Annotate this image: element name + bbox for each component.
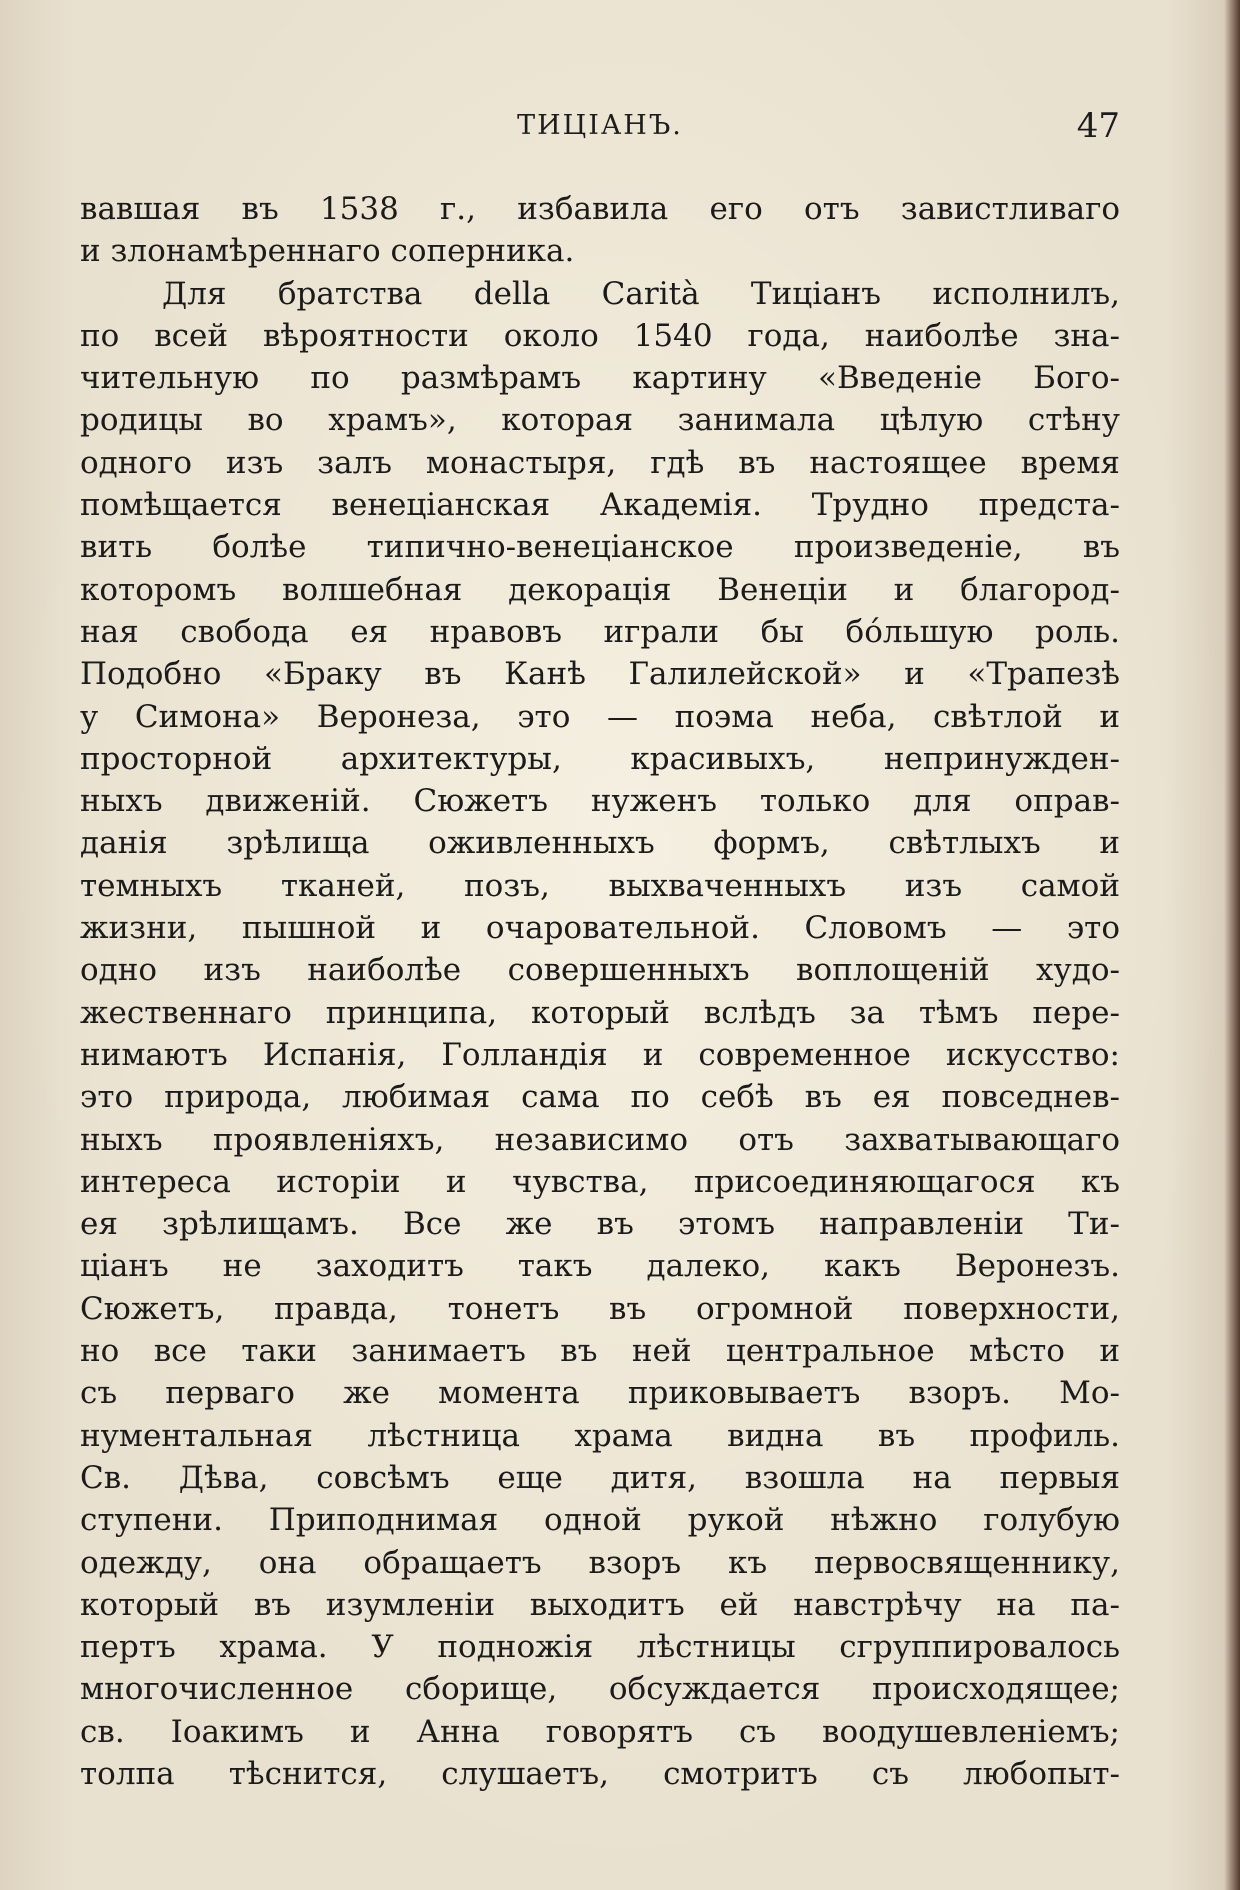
page-number: 47 <box>1076 106 1120 146</box>
text-line: нимаютъ Испанія, Голландія и современное искусство: <box>80 1036 1120 1073</box>
text-line: у Симона» Веронеза, это — поэма неба, свѣтлой и <box>80 698 1120 735</box>
text-line: одно изъ наиболѣе совершенныхъ воплощеній худо- <box>80 952 1120 989</box>
text-line: вить болѣе типично-венеціанское произведеніе, въ <box>80 529 1120 566</box>
text-line: одного изъ залъ монастыря, гдѣ въ настоящее время <box>80 444 1120 481</box>
text-line: св. Іоакимъ и Анна говорятъ съ воодушевленіемъ; <box>80 1713 1120 1750</box>
page-edge-shadow <box>1224 0 1240 1890</box>
text-line: ступени. Приподнимая одной рукой нѣжно голубую <box>80 1502 1120 1539</box>
text-line: многочисленное сборище, обсуждается происходящее; <box>80 1671 1120 1708</box>
text-line: это природа, любимая сама по себѣ въ ея повседнев- <box>80 1079 1120 1116</box>
text-line: помѣщается венеціанская Академія. Трудно предста- <box>80 487 1120 524</box>
text-line: ная свобода ея нравовъ играли бы бо́льшую роль. <box>80 613 1120 650</box>
text-line: интереса исторіи и чувства, присоединяющагося къ <box>80 1163 1120 1200</box>
text-line: данія зрѣлища оживленныхъ формъ, свѣтлыхъ и <box>80 825 1120 862</box>
body-text <box>80 188 1120 1795</box>
text-line: нументальная лѣстница храма видна въ профиль. <box>80 1417 1120 1454</box>
text-line: по всей вѣроятности около 1540 года, наиболѣе зна- <box>80 317 1120 354</box>
text-line: родицы во храмъ», которая занимала цѣлую стѣну <box>80 402 1120 439</box>
text-line: жизни, пышной и очаровательной. Словомъ — это <box>80 910 1120 947</box>
text-line: Св. Дѣва, совсѣмъ еще дитя, взошла на первыя <box>80 1459 1120 1496</box>
text-line: темныхъ тканей, позъ, выхваченныхъ изъ самой <box>80 867 1120 904</box>
text-line: одежду, она обращаетъ взоръ къ первосвященнику, <box>80 1544 1120 1581</box>
text-line: которомъ волшебная декорація Венеціи и благород- <box>80 571 1120 608</box>
text-line: пертъ храма. У подножія лѣстницы сгруппировалось <box>80 1629 1120 1666</box>
running-title: ТИЦІАНЪ. <box>517 110 683 141</box>
text-line: чительную по размѣрамъ картину «Введеніе Бого- <box>80 360 1120 397</box>
text-line: Для братства della Carità Тиціанъ исполнилъ, <box>162 275 1120 312</box>
text-line: но все таки занимаетъ въ ней центральное мѣсто и <box>80 1333 1120 1370</box>
text-line: ныхъ движеній. Сюжетъ нуженъ только для оправ- <box>80 783 1120 820</box>
page-header <box>80 104 1120 148</box>
text-line: ныхъ проявленіяхъ, независимо отъ захватывающаго <box>80 1121 1120 1158</box>
text-line: который въ изумленіи выходитъ ей навстрѣчу на па- <box>80 1586 1120 1623</box>
text-line: Подобно «Браку въ Канѣ Галилейской» и «Трапезѣ <box>80 656 1120 693</box>
text-line: просторной архитектуры, красивыхъ, непринужден- <box>80 740 1120 777</box>
text-line: ея зрѣлищамъ. Все же въ этомъ направленіи Ти- <box>80 1206 1120 1243</box>
text-line: и злонамѣреннаго соперника. <box>80 233 575 270</box>
text-line: ціанъ не заходитъ такъ далеко, какъ Веронезъ. <box>80 1248 1120 1285</box>
text-line: Сюжетъ, правда, тонетъ въ огромной поверхности, <box>80 1290 1120 1327</box>
text-line: вавшая въ 1538 г., избавила его отъ завистливаго <box>80 191 1120 227</box>
text-line: съ перваго же момента приковываетъ взоръ. Мо- <box>80 1375 1120 1412</box>
text-line: толпа тѣснится, слушаетъ, смотритъ съ любопыт- <box>80 1755 1120 1792</box>
text-line: жественнаго принципа, который вслѣдъ за тѣмъ пере- <box>80 994 1120 1031</box>
